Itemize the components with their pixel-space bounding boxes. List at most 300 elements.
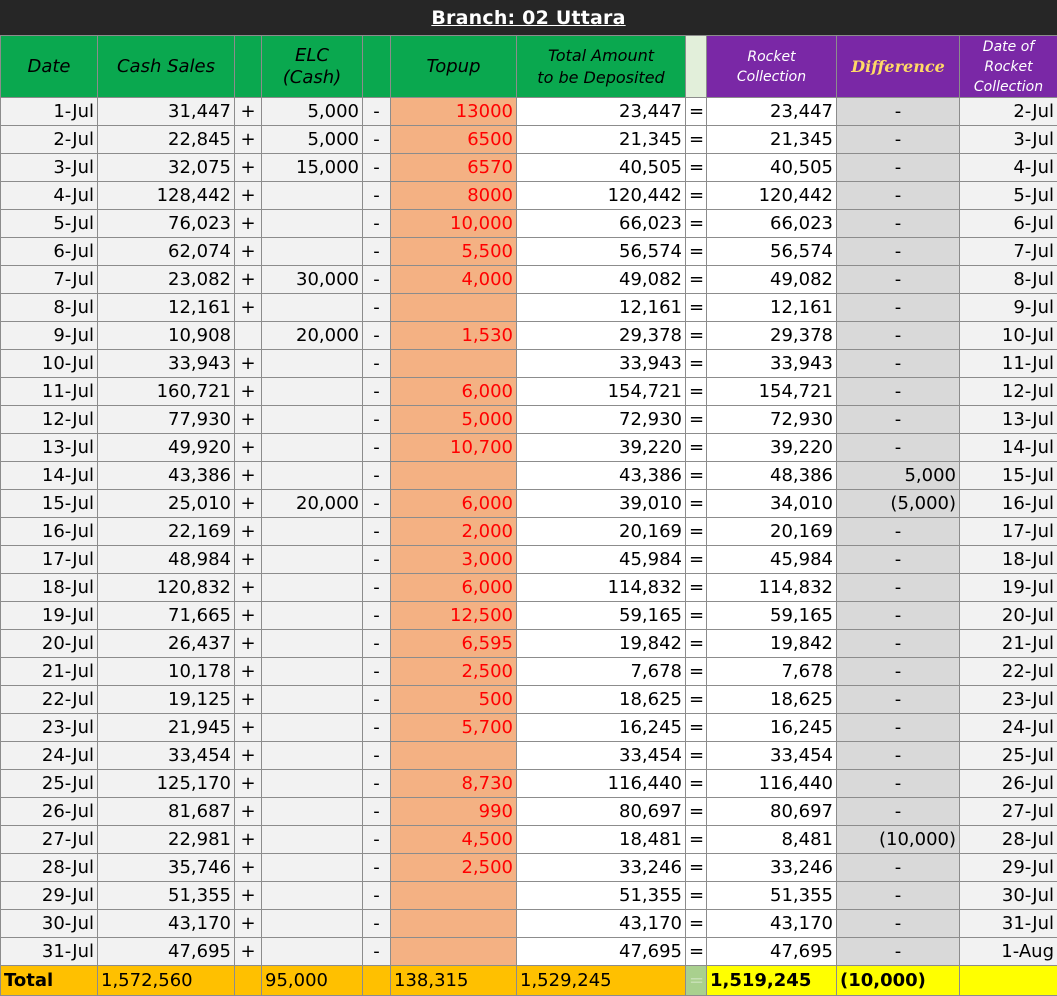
collection-date-cell[interactable]: 14-Jul <box>960 434 1057 462</box>
date-cell[interactable]: 10-Jul <box>1 350 98 378</box>
total-deposit-cell[interactable]: 43,170 <box>517 910 686 938</box>
cash-sales-cell[interactable]: 33,454 <box>98 742 235 770</box>
topup-cell[interactable]: 5,500 <box>391 238 517 266</box>
minus-sign-cell[interactable]: - <box>363 98 391 126</box>
plus-sign-cell[interactable]: + <box>235 210 262 238</box>
collection-date-cell[interactable]: 2-Jul <box>960 98 1057 126</box>
plus-sign-cell[interactable] <box>235 322 262 350</box>
elc-cash-cell[interactable] <box>262 882 363 910</box>
rocket-collection-cell[interactable]: 80,697 <box>707 798 837 826</box>
difference-cell[interactable]: - <box>837 602 960 630</box>
date-cell[interactable]: 6-Jul <box>1 238 98 266</box>
date-cell[interactable]: 27-Jul <box>1 826 98 854</box>
difference-cell[interactable]: - <box>837 686 960 714</box>
rocket-collection-cell[interactable]: 20,169 <box>707 518 837 546</box>
rocket-collection-cell[interactable]: 18,625 <box>707 686 837 714</box>
difference-cell[interactable]: - <box>837 154 960 182</box>
equals-sign-cell[interactable]: = <box>686 546 707 574</box>
total-label[interactable]: Total <box>1 966 98 996</box>
collection-date-cell[interactable]: 5-Jul <box>960 182 1057 210</box>
date-cell[interactable]: 13-Jul <box>1 434 98 462</box>
elc-cash-cell[interactable] <box>262 686 363 714</box>
date-cell[interactable]: 8-Jul <box>1 294 98 322</box>
collection-date-cell[interactable]: 15-Jul <box>960 462 1057 490</box>
difference-cell[interactable]: - <box>837 238 960 266</box>
cash-sales-cell[interactable]: 43,170 <box>98 910 235 938</box>
equals-sign-cell[interactable]: = <box>686 938 707 966</box>
collection-date-cell[interactable]: 6-Jul <box>960 210 1057 238</box>
minus-sign-cell[interactable]: - <box>363 770 391 798</box>
header-topup[interactable]: Topup <box>391 36 517 98</box>
topup-cell[interactable]: 6,000 <box>391 490 517 518</box>
header-difference[interactable]: Difference <box>837 36 960 98</box>
equals-sign-cell[interactable]: = <box>686 378 707 406</box>
date-cell[interactable]: 16-Jul <box>1 518 98 546</box>
equals-sign-cell[interactable]: = <box>686 658 707 686</box>
date-cell[interactable]: 9-Jul <box>1 322 98 350</box>
minus-sign-cell[interactable]: - <box>363 602 391 630</box>
collection-date-cell[interactable]: 22-Jul <box>960 658 1057 686</box>
date-cell[interactable]: 15-Jul <box>1 490 98 518</box>
minus-sign-cell[interactable]: - <box>363 182 391 210</box>
total-deposit-cell[interactable]: 19,842 <box>517 630 686 658</box>
minus-sign-cell[interactable]: - <box>363 154 391 182</box>
date-cell[interactable]: 1-Jul <box>1 98 98 126</box>
collection-date-cell[interactable]: 26-Jul <box>960 770 1057 798</box>
total-deposit-cell[interactable]: 21,345 <box>517 126 686 154</box>
elc-cash-cell[interactable] <box>262 826 363 854</box>
cash-sales-cell[interactable]: 22,845 <box>98 126 235 154</box>
topup-cell[interactable]: 5,000 <box>391 406 517 434</box>
difference-cell[interactable]: - <box>837 266 960 294</box>
plus-sign-cell[interactable]: + <box>235 378 262 406</box>
collection-date-cell[interactable]: 13-Jul <box>960 406 1057 434</box>
plus-sign-cell[interactable]: + <box>235 714 262 742</box>
minus-sign-cell[interactable]: - <box>363 322 391 350</box>
date-cell[interactable]: 31-Jul <box>1 938 98 966</box>
topup-cell[interactable]: 4,000 <box>391 266 517 294</box>
total-deposit-cell[interactable]: 51,355 <box>517 882 686 910</box>
plus-sign-cell[interactable]: + <box>235 518 262 546</box>
elc-cash-cell[interactable]: 15,000 <box>262 154 363 182</box>
total-deposit-cell[interactable]: 72,930 <box>517 406 686 434</box>
total-deposit-cell[interactable]: 59,165 <box>517 602 686 630</box>
cash-sales-cell[interactable]: 62,074 <box>98 238 235 266</box>
elc-cash-cell[interactable] <box>262 434 363 462</box>
cash-sales-cell[interactable]: 48,984 <box>98 546 235 574</box>
minus-sign-cell[interactable]: - <box>363 294 391 322</box>
header-date-of-rocket-collection[interactable] <box>960 36 1057 98</box>
cash-sales-cell[interactable]: 32,075 <box>98 154 235 182</box>
rocket-collection-cell[interactable]: 51,355 <box>707 882 837 910</box>
collection-date-cell[interactable]: 21-Jul <box>960 630 1057 658</box>
total-rocket-collection[interactable]: 1,519,245 <box>707 966 837 996</box>
plus-sign-cell[interactable]: + <box>235 154 262 182</box>
topup-cell[interactable]: 500 <box>391 686 517 714</box>
rocket-collection-cell[interactable]: 39,220 <box>707 434 837 462</box>
collection-date-cell[interactable]: 23-Jul <box>960 686 1057 714</box>
total-deposit-cell[interactable]: 33,454 <box>517 742 686 770</box>
cash-sales-cell[interactable]: 19,125 <box>98 686 235 714</box>
minus-sign-cell[interactable]: - <box>363 798 391 826</box>
equals-sign-cell[interactable]: = <box>686 322 707 350</box>
difference-cell[interactable]: - <box>837 294 960 322</box>
rocket-collection-cell[interactable]: 59,165 <box>707 602 837 630</box>
collection-date-cell[interactable]: 7-Jul <box>960 238 1057 266</box>
plus-sign-cell[interactable]: + <box>235 406 262 434</box>
topup-cell[interactable] <box>391 882 517 910</box>
cash-sales-cell[interactable]: 160,721 <box>98 378 235 406</box>
elc-cash-cell[interactable] <box>262 770 363 798</box>
total-deposit-cell[interactable]: 49,082 <box>517 266 686 294</box>
total-deposit-cell[interactable]: 20,169 <box>517 518 686 546</box>
date-cell[interactable]: 2-Jul <box>1 126 98 154</box>
total-cash-sales[interactable]: 1,572,560 <box>98 966 235 996</box>
elc-cash-cell[interactable]: 30,000 <box>262 266 363 294</box>
rocket-collection-cell[interactable]: 33,454 <box>707 742 837 770</box>
plus-sign-cell[interactable]: + <box>235 434 262 462</box>
minus-sign-cell[interactable]: - <box>363 854 391 882</box>
rocket-collection-cell[interactable]: 45,984 <box>707 546 837 574</box>
elc-cash-cell[interactable] <box>262 462 363 490</box>
difference-cell[interactable]: - <box>837 854 960 882</box>
header-rocket-collection[interactable] <box>707 36 837 98</box>
cash-sales-cell[interactable]: 10,908 <box>98 322 235 350</box>
cash-sales-cell[interactable]: 22,981 <box>98 826 235 854</box>
difference-cell[interactable]: - <box>837 350 960 378</box>
difference-cell[interactable]: - <box>837 434 960 462</box>
plus-sign-cell[interactable]: + <box>235 686 262 714</box>
rocket-collection-cell[interactable]: 29,378 <box>707 322 837 350</box>
plus-sign-cell[interactable]: + <box>235 854 262 882</box>
collection-date-cell[interactable]: 27-Jul <box>960 798 1057 826</box>
elc-cash-cell[interactable] <box>262 854 363 882</box>
date-cell[interactable]: 11-Jul <box>1 378 98 406</box>
cash-sales-cell[interactable]: 51,355 <box>98 882 235 910</box>
difference-cell[interactable]: - <box>837 210 960 238</box>
header-plus-blank[interactable] <box>235 36 262 98</box>
cash-sales-cell[interactable]: 125,170 <box>98 770 235 798</box>
collection-date-cell[interactable]: 24-Jul <box>960 714 1057 742</box>
minus-sign-cell[interactable]: - <box>363 882 391 910</box>
elc-cash-cell[interactable] <box>262 350 363 378</box>
equals-sign-cell[interactable]: = <box>686 210 707 238</box>
topup-cell[interactable]: 5,700 <box>391 714 517 742</box>
total-deposit-cell[interactable]: 18,481 <box>517 826 686 854</box>
rocket-collection-cell[interactable]: 23,447 <box>707 98 837 126</box>
elc-cash-cell[interactable] <box>262 546 363 574</box>
cash-sales-cell[interactable]: 10,178 <box>98 658 235 686</box>
header-total-to-deposit[interactable] <box>517 36 686 98</box>
equals-sign-cell[interactable]: = <box>686 602 707 630</box>
difference-cell[interactable]: - <box>837 322 960 350</box>
rocket-collection-cell[interactable]: 33,246 <box>707 854 837 882</box>
date-cell[interactable]: 7-Jul <box>1 266 98 294</box>
elc-cash-cell[interactable] <box>262 210 363 238</box>
elc-cash-cell[interactable]: 20,000 <box>262 490 363 518</box>
cash-sales-cell[interactable]: 76,023 <box>98 210 235 238</box>
date-cell[interactable]: 18-Jul <box>1 574 98 602</box>
minus-sign-cell[interactable]: - <box>363 630 391 658</box>
elc-cash-cell[interactable] <box>262 518 363 546</box>
cash-sales-cell[interactable]: 49,920 <box>98 434 235 462</box>
difference-cell[interactable]: - <box>837 406 960 434</box>
topup-cell[interactable]: 6,000 <box>391 574 517 602</box>
minus-sign-cell[interactable]: - <box>363 546 391 574</box>
cash-sales-cell[interactable]: 23,082 <box>98 266 235 294</box>
minus-sign-cell[interactable]: - <box>363 434 391 462</box>
total-deposit-cell[interactable]: 12,161 <box>517 294 686 322</box>
date-cell[interactable]: 28-Jul <box>1 854 98 882</box>
elc-cash-cell[interactable] <box>262 294 363 322</box>
collection-date-cell[interactable]: 1-Aug <box>960 938 1057 966</box>
plus-sign-cell[interactable]: + <box>235 350 262 378</box>
minus-sign-cell[interactable]: - <box>363 378 391 406</box>
elc-cash-cell[interactable]: 5,000 <box>262 98 363 126</box>
equals-sign-cell[interactable]: = <box>686 154 707 182</box>
plus-sign-cell[interactable]: + <box>235 742 262 770</box>
equals-sign-cell[interactable]: = <box>686 182 707 210</box>
date-cell[interactable]: 25-Jul <box>1 770 98 798</box>
collection-date-cell[interactable]: 16-Jul <box>960 490 1057 518</box>
total-deposit-cell[interactable]: 114,832 <box>517 574 686 602</box>
equals-sign-cell[interactable]: = <box>686 714 707 742</box>
difference-cell[interactable]: (10,000) <box>837 826 960 854</box>
cash-sales-cell[interactable]: 31,447 <box>98 98 235 126</box>
collection-date-cell[interactable]: 10-Jul <box>960 322 1057 350</box>
equals-sign-cell[interactable]: = <box>686 574 707 602</box>
elc-cash-cell[interactable] <box>262 182 363 210</box>
cash-sales-cell[interactable]: 43,386 <box>98 462 235 490</box>
date-cell[interactable]: 20-Jul <box>1 630 98 658</box>
elc-cash-cell[interactable] <box>262 938 363 966</box>
minus-sign-cell[interactable]: - <box>363 126 391 154</box>
equals-sign-cell[interactable]: = <box>686 742 707 770</box>
minus-sign-cell[interactable]: - <box>363 742 391 770</box>
minus-sign-cell[interactable]: - <box>363 490 391 518</box>
plus-sign-cell[interactable]: + <box>235 882 262 910</box>
topup-cell[interactable]: 10,000 <box>391 210 517 238</box>
topup-cell[interactable]: 10,700 <box>391 434 517 462</box>
cash-sales-cell[interactable]: 12,161 <box>98 294 235 322</box>
date-cell[interactable]: 24-Jul <box>1 742 98 770</box>
plus-sign-cell[interactable]: + <box>235 574 262 602</box>
minus-sign-cell[interactable]: - <box>363 658 391 686</box>
total-deposit-cell[interactable]: 47,695 <box>517 938 686 966</box>
difference-cell[interactable]: - <box>837 770 960 798</box>
rocket-collection-cell[interactable]: 40,505 <box>707 154 837 182</box>
rocket-collection-cell[interactable]: 12,161 <box>707 294 837 322</box>
difference-cell[interactable]: (5,000) <box>837 490 960 518</box>
minus-sign-cell[interactable]: - <box>363 714 391 742</box>
total-deposit-cell[interactable]: 23,447 <box>517 98 686 126</box>
date-cell[interactable]: 30-Jul <box>1 910 98 938</box>
collection-date-cell[interactable]: 18-Jul <box>960 546 1057 574</box>
collection-date-cell[interactable]: 28-Jul <box>960 826 1057 854</box>
topup-cell[interactable]: 2,500 <box>391 854 517 882</box>
topup-cell[interactable]: 4,500 <box>391 826 517 854</box>
plus-sign-cell[interactable]: + <box>235 910 262 938</box>
difference-cell[interactable]: - <box>837 182 960 210</box>
equals-sign-cell[interactable]: = <box>686 406 707 434</box>
minus-sign-cell[interactable]: - <box>363 826 391 854</box>
equals-sign-cell[interactable]: = <box>686 266 707 294</box>
difference-cell[interactable]: - <box>837 742 960 770</box>
collection-date-cell[interactable]: 8-Jul <box>960 266 1057 294</box>
rocket-collection-cell[interactable]: 66,023 <box>707 210 837 238</box>
total-deposit-cell[interactable]: 7,678 <box>517 658 686 686</box>
total-deposit-cell[interactable]: 29,378 <box>517 322 686 350</box>
topup-cell[interactable] <box>391 462 517 490</box>
equals-sign-cell[interactable]: = <box>686 294 707 322</box>
minus-sign-cell[interactable]: - <box>363 210 391 238</box>
total-deposit-cell[interactable]: 43,386 <box>517 462 686 490</box>
topup-cell[interactable]: 2,000 <box>391 518 517 546</box>
topup-cell[interactable]: 8000 <box>391 182 517 210</box>
topup-cell[interactable]: 1,530 <box>391 322 517 350</box>
elc-cash-cell[interactable] <box>262 742 363 770</box>
rocket-collection-cell[interactable]: 48,386 <box>707 462 837 490</box>
rocket-collection-cell[interactable]: 7,678 <box>707 658 837 686</box>
plus-sign-cell[interactable]: + <box>235 658 262 686</box>
minus-sign-cell[interactable]: - <box>363 266 391 294</box>
topup-cell[interactable]: 990 <box>391 798 517 826</box>
equals-sign-cell[interactable]: = <box>686 490 707 518</box>
topup-cell[interactable] <box>391 742 517 770</box>
cash-sales-cell[interactable]: 120,832 <box>98 574 235 602</box>
elc-cash-cell[interactable]: 20,000 <box>262 322 363 350</box>
difference-cell[interactable]: - <box>837 378 960 406</box>
plus-sign-cell[interactable]: + <box>235 294 262 322</box>
difference-cell[interactable]: - <box>837 518 960 546</box>
difference-cell[interactable]: - <box>837 714 960 742</box>
cash-sales-cell[interactable]: 33,943 <box>98 350 235 378</box>
topup-cell[interactable]: 8,730 <box>391 770 517 798</box>
elc-cash-cell[interactable] <box>262 910 363 938</box>
plus-sign-cell[interactable]: + <box>235 630 262 658</box>
total-topup[interactable]: 138,315 <box>391 966 517 996</box>
equals-sign-cell[interactable]: = <box>686 126 707 154</box>
total-deposit-cell[interactable]: 120,442 <box>517 182 686 210</box>
total-deposit-cell[interactable]: 39,220 <box>517 434 686 462</box>
rocket-collection-cell[interactable]: 33,943 <box>707 350 837 378</box>
cash-sales-cell[interactable]: 26,437 <box>98 630 235 658</box>
header-date[interactable]: Date <box>1 36 98 98</box>
minus-sign-cell[interactable]: - <box>363 406 391 434</box>
total-deposit-cell[interactable]: 16,245 <box>517 714 686 742</box>
elc-cash-cell[interactable] <box>262 798 363 826</box>
equals-sign-cell[interactable]: = <box>686 854 707 882</box>
date-cell[interactable]: 4-Jul <box>1 182 98 210</box>
collection-date-cell[interactable]: 25-Jul <box>960 742 1057 770</box>
collection-date-cell[interactable]: 11-Jul <box>960 350 1057 378</box>
cash-sales-cell[interactable]: 22,169 <box>98 518 235 546</box>
elc-cash-cell[interactable] <box>262 714 363 742</box>
cash-sales-cell[interactable]: 81,687 <box>98 798 235 826</box>
total-plus-blank[interactable] <box>235 966 262 996</box>
plus-sign-cell[interactable]: + <box>235 546 262 574</box>
date-cell[interactable]: 19-Jul <box>1 602 98 630</box>
collection-date-cell[interactable]: 4-Jul <box>960 154 1057 182</box>
equals-sign-cell[interactable]: = <box>686 434 707 462</box>
equals-sign-cell[interactable]: = <box>686 798 707 826</box>
collection-date-cell[interactable]: 19-Jul <box>960 574 1057 602</box>
total-date-blank[interactable] <box>960 966 1057 996</box>
total-deposit-cell[interactable]: 33,943 <box>517 350 686 378</box>
difference-cell[interactable]: 5,000 <box>837 462 960 490</box>
collection-date-cell[interactable]: 20-Jul <box>960 602 1057 630</box>
collection-date-cell[interactable]: 29-Jul <box>960 854 1057 882</box>
elc-cash-cell[interactable] <box>262 406 363 434</box>
date-cell[interactable]: 26-Jul <box>1 798 98 826</box>
minus-sign-cell[interactable]: - <box>363 686 391 714</box>
total-elc[interactable]: 95,000 <box>262 966 363 996</box>
date-cell[interactable]: 21-Jul <box>1 658 98 686</box>
total-deposit-cell[interactable]: 116,440 <box>517 770 686 798</box>
rocket-collection-cell[interactable]: 114,832 <box>707 574 837 602</box>
difference-cell[interactable]: - <box>837 574 960 602</box>
topup-cell[interactable] <box>391 938 517 966</box>
plus-sign-cell[interactable]: + <box>235 770 262 798</box>
rocket-collection-cell[interactable]: 154,721 <box>707 378 837 406</box>
plus-sign-cell[interactable]: + <box>235 126 262 154</box>
elc-cash-cell[interactable] <box>262 630 363 658</box>
rocket-collection-cell[interactable]: 43,170 <box>707 910 837 938</box>
total-deposit-cell[interactable]: 66,023 <box>517 210 686 238</box>
total-deposit-cell[interactable]: 80,697 <box>517 798 686 826</box>
topup-cell[interactable] <box>391 910 517 938</box>
plus-sign-cell[interactable]: + <box>235 462 262 490</box>
date-cell[interactable]: 12-Jul <box>1 406 98 434</box>
equals-sign-cell[interactable]: = <box>686 98 707 126</box>
collection-date-cell[interactable]: 30-Jul <box>960 882 1057 910</box>
elc-cash-cell[interactable] <box>262 658 363 686</box>
date-cell[interactable]: 5-Jul <box>1 210 98 238</box>
rocket-collection-cell[interactable]: 8,481 <box>707 826 837 854</box>
cash-sales-cell[interactable]: 128,442 <box>98 182 235 210</box>
equals-sign-cell[interactable]: = <box>686 910 707 938</box>
total-amount-to-deposit[interactable]: 1,529,245 <box>517 966 686 996</box>
topup-cell[interactable]: 3,000 <box>391 546 517 574</box>
difference-cell[interactable]: - <box>837 938 960 966</box>
difference-cell[interactable]: - <box>837 910 960 938</box>
collection-date-cell[interactable]: 31-Jul <box>960 910 1057 938</box>
header-equals-blank[interactable] <box>686 36 707 98</box>
rocket-collection-cell[interactable]: 19,842 <box>707 630 837 658</box>
collection-date-cell[interactable]: 9-Jul <box>960 294 1057 322</box>
header-elc-cash[interactable] <box>262 36 363 98</box>
equals-sign-cell[interactable]: = <box>686 882 707 910</box>
minus-sign-cell[interactable]: - <box>363 350 391 378</box>
equals-sign-cell[interactable]: = <box>686 518 707 546</box>
equals-sign-cell[interactable]: = <box>686 686 707 714</box>
plus-sign-cell[interactable]: + <box>235 98 262 126</box>
difference-cell[interactable]: - <box>837 658 960 686</box>
plus-sign-cell[interactable]: + <box>235 182 262 210</box>
total-deposit-cell[interactable]: 40,505 <box>517 154 686 182</box>
rocket-collection-cell[interactable]: 21,345 <box>707 126 837 154</box>
rocket-collection-cell[interactable]: 16,245 <box>707 714 837 742</box>
minus-sign-cell[interactable]: - <box>363 518 391 546</box>
rocket-collection-cell[interactable]: 72,930 <box>707 406 837 434</box>
difference-cell[interactable]: - <box>837 630 960 658</box>
date-cell[interactable]: 29-Jul <box>1 882 98 910</box>
difference-cell[interactable]: - <box>837 798 960 826</box>
rocket-collection-cell[interactable]: 49,082 <box>707 266 837 294</box>
equals-sign-cell[interactable]: = <box>686 462 707 490</box>
rocket-collection-cell[interactable]: 34,010 <box>707 490 837 518</box>
minus-sign-cell[interactable]: - <box>363 938 391 966</box>
